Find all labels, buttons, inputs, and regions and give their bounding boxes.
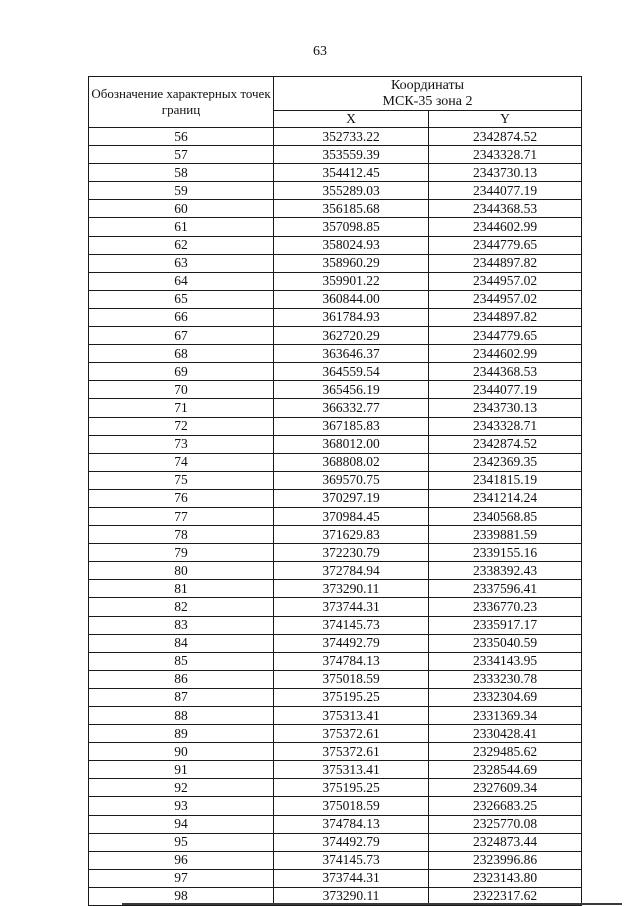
x-coordinate-cell: 375313.41: [274, 761, 429, 779]
point-number-cell: 66: [89, 308, 274, 326]
table-row: [89, 544, 582, 562]
y-column-header: Y: [429, 111, 582, 128]
y-coordinate-cell: 2324873.44: [429, 833, 582, 851]
point-number-cell: 78: [89, 526, 274, 544]
table-row: [89, 526, 582, 544]
point-number-cell: 86: [89, 670, 274, 688]
point-number-cell: 94: [89, 815, 274, 833]
x-coordinate-cell: 368012.00: [274, 435, 429, 453]
coordinates-header: [274, 77, 582, 111]
table-row: [89, 507, 582, 525]
point-number-cell: 68: [89, 345, 274, 363]
table-row: [89, 363, 582, 381]
point-number-cell: 59: [89, 182, 274, 200]
y-coordinate-cell: 2341815.19: [429, 471, 582, 489]
point-number-cell: 83: [89, 616, 274, 634]
point-number-cell: 61: [89, 218, 274, 236]
table-row: [89, 815, 582, 833]
point-number-cell: 92: [89, 779, 274, 797]
point-number-cell: 71: [89, 399, 274, 417]
table-row: [89, 851, 582, 869]
x-coordinate-cell: 371629.83: [274, 526, 429, 544]
table-row: [89, 743, 582, 761]
x-coordinate-cell: 360844.00: [274, 290, 429, 308]
y-coordinate-cell: 2323143.80: [429, 869, 582, 887]
x-coordinate-cell: 374145.73: [274, 851, 429, 869]
y-coordinate-cell: 2337596.41: [429, 580, 582, 598]
point-number-cell: 91: [89, 761, 274, 779]
x-coordinate-cell: 374492.79: [274, 833, 429, 851]
y-coordinate-cell: 2331369.34: [429, 707, 582, 725]
y-coordinate-cell: 2342874.52: [429, 128, 582, 146]
x-coordinate-cell: 361784.93: [274, 308, 429, 326]
table-row: [89, 562, 582, 580]
coordinates-title: Координаты: [391, 77, 464, 93]
point-number-cell: 98: [89, 887, 274, 905]
y-coordinate-cell: 2322317.62: [429, 887, 582, 905]
table-row: [89, 670, 582, 688]
y-coordinate-cell: 2343328.71: [429, 417, 582, 435]
x-coordinate-cell: 355289.03: [274, 182, 429, 200]
point-number-cell: 64: [89, 272, 274, 290]
point-number-cell: 87: [89, 688, 274, 706]
table-row: [89, 580, 582, 598]
x-coordinate-cell: 354412.45: [274, 164, 429, 182]
x-coordinate-cell: 365456.19: [274, 381, 429, 399]
y-coordinate-cell: 2341214.24: [429, 489, 582, 507]
point-number-cell: 97: [89, 869, 274, 887]
table-row: [89, 308, 582, 326]
x-coordinate-cell: 375313.41: [274, 707, 429, 725]
x-coordinate-cell: 375018.59: [274, 670, 429, 688]
x-coordinate-cell: 370297.19: [274, 489, 429, 507]
y-coordinate-cell: 2339881.59: [429, 526, 582, 544]
point-number-cell: 93: [89, 797, 274, 815]
y-coordinate-cell: 2339155.16: [429, 544, 582, 562]
table-row: [89, 869, 582, 887]
table-row: [89, 345, 582, 363]
point-number-cell: 82: [89, 598, 274, 616]
point-number-cell: 73: [89, 435, 274, 453]
point-number-cell: 81: [89, 580, 274, 598]
y-coordinate-cell: 2344602.99: [429, 218, 582, 236]
y-coordinate-cell: 2333230.78: [429, 670, 582, 688]
y-coordinate-cell: 2344077.19: [429, 182, 582, 200]
table-row: [89, 779, 582, 797]
y-coordinate-cell: 2334143.95: [429, 652, 582, 670]
table-row: [89, 761, 582, 779]
table-row: [89, 833, 582, 851]
y-coordinate-cell: 2344957.02: [429, 290, 582, 308]
point-number-cell: 58: [89, 164, 274, 182]
y-coordinate-cell: 2330428.41: [429, 725, 582, 743]
table-row: [89, 489, 582, 507]
y-coordinate-cell: 2344368.53: [429, 363, 582, 381]
table-row: [89, 327, 582, 345]
point-number-cell: 70: [89, 381, 274, 399]
table-row: [89, 417, 582, 435]
x-coordinate-cell: 374145.73: [274, 616, 429, 634]
table-row: [89, 182, 582, 200]
table-row: [89, 399, 582, 417]
table-row: [89, 381, 582, 399]
point-number-cell: 96: [89, 851, 274, 869]
x-coordinate-cell: 373744.31: [274, 598, 429, 616]
x-coordinate-cell: 370984.45: [274, 507, 429, 525]
table-row: [89, 725, 582, 743]
x-coordinate-cell: 374784.13: [274, 815, 429, 833]
x-coordinate-cell: 362720.29: [274, 327, 429, 345]
y-coordinate-cell: 2344368.53: [429, 200, 582, 218]
x-coordinate-cell: 363646.37: [274, 345, 429, 363]
point-number-cell: 56: [89, 128, 274, 146]
y-coordinate-cell: 2335917.17: [429, 616, 582, 634]
point-number-cell: 62: [89, 236, 274, 254]
coordinates-table: [88, 76, 582, 906]
x-column-header: X: [274, 111, 429, 128]
x-coordinate-cell: 364559.54: [274, 363, 429, 381]
y-coordinate-cell: 2344957.02: [429, 272, 582, 290]
table-row: [89, 471, 582, 489]
table-row: [89, 218, 582, 236]
y-coordinate-cell: 2343730.13: [429, 164, 582, 182]
point-number-cell: 84: [89, 634, 274, 652]
y-coordinate-cell: 2340568.85: [429, 507, 582, 525]
table-row: [89, 236, 582, 254]
table-row: [89, 254, 582, 272]
y-coordinate-cell: 2344897.82: [429, 308, 582, 326]
table-row: [89, 272, 582, 290]
x-coordinate-cell: 374492.79: [274, 634, 429, 652]
point-number-cell: 69: [89, 363, 274, 381]
point-number-cell: 85: [89, 652, 274, 670]
x-coordinate-cell: 375195.25: [274, 688, 429, 706]
y-coordinate-cell: 2325770.08: [429, 815, 582, 833]
point-number-cell: 57: [89, 146, 274, 164]
point-number-cell: 65: [89, 290, 274, 308]
y-coordinate-cell: 2342874.52: [429, 435, 582, 453]
y-coordinate-cell: 2344897.82: [429, 254, 582, 272]
x-coordinate-cell: 373290.11: [274, 887, 429, 905]
point-label-header: Обозначение характерных точек границ: [89, 77, 274, 128]
y-coordinate-cell: 2335040.59: [429, 634, 582, 652]
x-coordinate-cell: 375018.59: [274, 797, 429, 815]
x-coordinate-cell: 359901.22: [274, 272, 429, 290]
y-coordinate-cell: 2327609.34: [429, 779, 582, 797]
x-coordinate-cell: 358960.29: [274, 254, 429, 272]
x-coordinate-cell: 375195.25: [274, 779, 429, 797]
x-coordinate-cell: 369570.75: [274, 471, 429, 489]
x-coordinate-cell: 373744.31: [274, 869, 429, 887]
table-row: [89, 200, 582, 218]
table-body: [89, 128, 582, 906]
x-coordinate-cell: 374784.13: [274, 652, 429, 670]
point-number-cell: 74: [89, 453, 274, 471]
x-coordinate-cell: 352733.22: [274, 128, 429, 146]
table-row: [89, 688, 582, 706]
y-coordinate-cell: 2329485.62: [429, 743, 582, 761]
x-coordinate-cell: 353559.39: [274, 146, 429, 164]
y-coordinate-cell: 2326683.25: [429, 797, 582, 815]
y-coordinate-cell: 2344602.99: [429, 345, 582, 363]
y-coordinate-cell: 2343730.13: [429, 399, 582, 417]
y-coordinate-cell: 2342369.35: [429, 453, 582, 471]
point-number-cell: 75: [89, 471, 274, 489]
point-number-cell: 80: [89, 562, 274, 580]
x-coordinate-cell: 372784.94: [274, 562, 429, 580]
y-coordinate-cell: 2343328.71: [429, 146, 582, 164]
table-header: [89, 77, 582, 128]
point-number-cell: 95: [89, 833, 274, 851]
point-number-cell: 88: [89, 707, 274, 725]
x-coordinate-cell: 368808.02: [274, 453, 429, 471]
y-coordinate-cell: 2344779.65: [429, 236, 582, 254]
x-coordinate-cell: 367185.83: [274, 417, 429, 435]
table-row: [89, 164, 582, 182]
table-row: [89, 652, 582, 670]
point-number-cell: 90: [89, 743, 274, 761]
y-coordinate-cell: 2336770.23: [429, 598, 582, 616]
x-coordinate-cell: 357098.85: [274, 218, 429, 236]
point-number-cell: 79: [89, 544, 274, 562]
y-coordinate-cell: 2328544.69: [429, 761, 582, 779]
y-coordinate-cell: 2332304.69: [429, 688, 582, 706]
point-number-cell: 67: [89, 327, 274, 345]
table-row: [89, 128, 582, 146]
y-coordinate-cell: 2344779.65: [429, 327, 582, 345]
table-row: [89, 453, 582, 471]
point-number-cell: 76: [89, 489, 274, 507]
x-coordinate-cell: 375372.61: [274, 743, 429, 761]
table-row: [89, 290, 582, 308]
y-coordinate-cell: 2344077.19: [429, 381, 582, 399]
table-row: [89, 146, 582, 164]
table-row: [89, 616, 582, 634]
table-row: [89, 797, 582, 815]
x-coordinate-cell: 358024.93: [274, 236, 429, 254]
table-row: [89, 598, 582, 616]
x-coordinate-cell: 366332.77: [274, 399, 429, 417]
point-number-cell: 63: [89, 254, 274, 272]
page-number: 63: [313, 44, 327, 59]
point-number-cell: 72: [89, 417, 274, 435]
x-coordinate-cell: 375372.61: [274, 725, 429, 743]
point-number-cell: 77: [89, 507, 274, 525]
coordinate-system: МСК-35 зона 2: [382, 93, 473, 109]
x-coordinate-cell: 372230.79: [274, 544, 429, 562]
x-coordinate-cell: 373290.11: [274, 580, 429, 598]
table-row: [89, 435, 582, 453]
table-row: [89, 707, 582, 725]
point-number-cell: 89: [89, 725, 274, 743]
point-number-cell: 60: [89, 200, 274, 218]
table-row: [89, 634, 582, 652]
y-coordinate-cell: 2323996.86: [429, 851, 582, 869]
x-coordinate-cell: 356185.68: [274, 200, 429, 218]
y-coordinate-cell: 2338392.43: [429, 562, 582, 580]
